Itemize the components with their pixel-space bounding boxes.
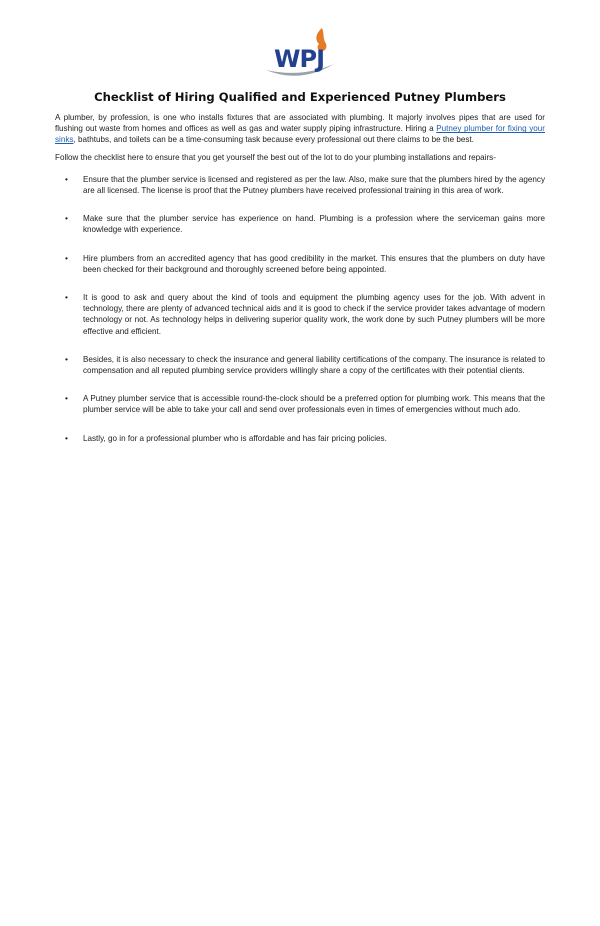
list-item-text: Besides, it is also necessary to check the insurance and general liability certifications of the company. The insurance is related to compensation and all reputed plumbing service providers willingly share a copy of the certificates with their potential clients. — [83, 354, 545, 376]
bullet-icon: • — [65, 252, 68, 263]
list-item — [55, 433, 545, 444]
list-item — [55, 393, 545, 415]
putney-plumber-link[interactable]: Putney plumber for fixing your sinks — [55, 124, 545, 145]
intro-paragraph — [55, 112, 545, 146]
lead-paragraph: Follow the checklist here to ensure that you get yourself the best out of the lot to do your plumbing installations and repairs- — [55, 152, 496, 162]
bullet-icon: • — [65, 292, 68, 303]
list-item-text: Make sure that the plumber service has experience on hand. Plumbing is a profession where the serviceman gains more knowledge with experience. — [83, 214, 545, 235]
intro-text-end: , bathtubs, and toilets can be a time-consuming task because every professional out there claims to be the best. — [73, 135, 474, 145]
intro-text-start: A plumber, by profession, is one who installs fixtures that are associated with plumbing. It majorly involves pipes that are used for flushing out waste from homes and offices as well as gas and water supply piping infrastructure. Hiring a — [55, 113, 545, 134]
list-item-text: Hire plumbers from an accredited agency that has good credibility in the market. This ensures that the plumbers on duty have been checked for their background and thoroughly screened before being appointed. — [83, 253, 545, 274]
list-item — [55, 292, 545, 337]
list-item — [55, 213, 545, 235]
list-item-text: It is good to ask and query about the kind of tools and equipment the plumbing agency uses for the job. With advent in technology, there are plenty of advanced technical aids and it is good to check if the service provider takes advantage of modern technology or not. As technology helps in delivering superior quality work, the work done by such Putney plumbers will be more effective and efficient. — [83, 293, 545, 336]
list-item-text: Ensure that the plumber service is licensed and registered as per the law. Also, make sure that the plumbers hired by the agency are all licensed. The license is proof that the Putney plumbers have received professional training in this area of work. — [83, 174, 545, 196]
list-item — [55, 354, 545, 376]
list-item-text: Lastly, go in for a professional plumber who is affordable and has fair pricing policies. — [83, 433, 387, 443]
wpj-logo-graphic — [262, 26, 338, 82]
logo-wordmark: WPJ — [274, 45, 324, 73]
bullet-icon: • — [65, 353, 68, 364]
bullet-icon: • — [65, 393, 68, 404]
list-item — [55, 253, 545, 275]
list-item-text: A Putney plumber service that is accessible round-the-clock should be a preferred option for plumbing work. This means that the plumber service will be able to take your call and send over professionals even in times of emergencies without much ado. — [83, 394, 545, 415]
checklist — [55, 174, 545, 444]
bullet-icon: • — [65, 173, 68, 184]
bullet-icon: • — [65, 213, 68, 224]
wpj-logo — [262, 26, 338, 82]
list-item — [55, 174, 545, 196]
bullet-icon: • — [65, 432, 68, 443]
article-body — [55, 112, 545, 461]
page-title: Checklist of Hiring Qualified and Experienced Putney Plumbers — [94, 90, 506, 104]
